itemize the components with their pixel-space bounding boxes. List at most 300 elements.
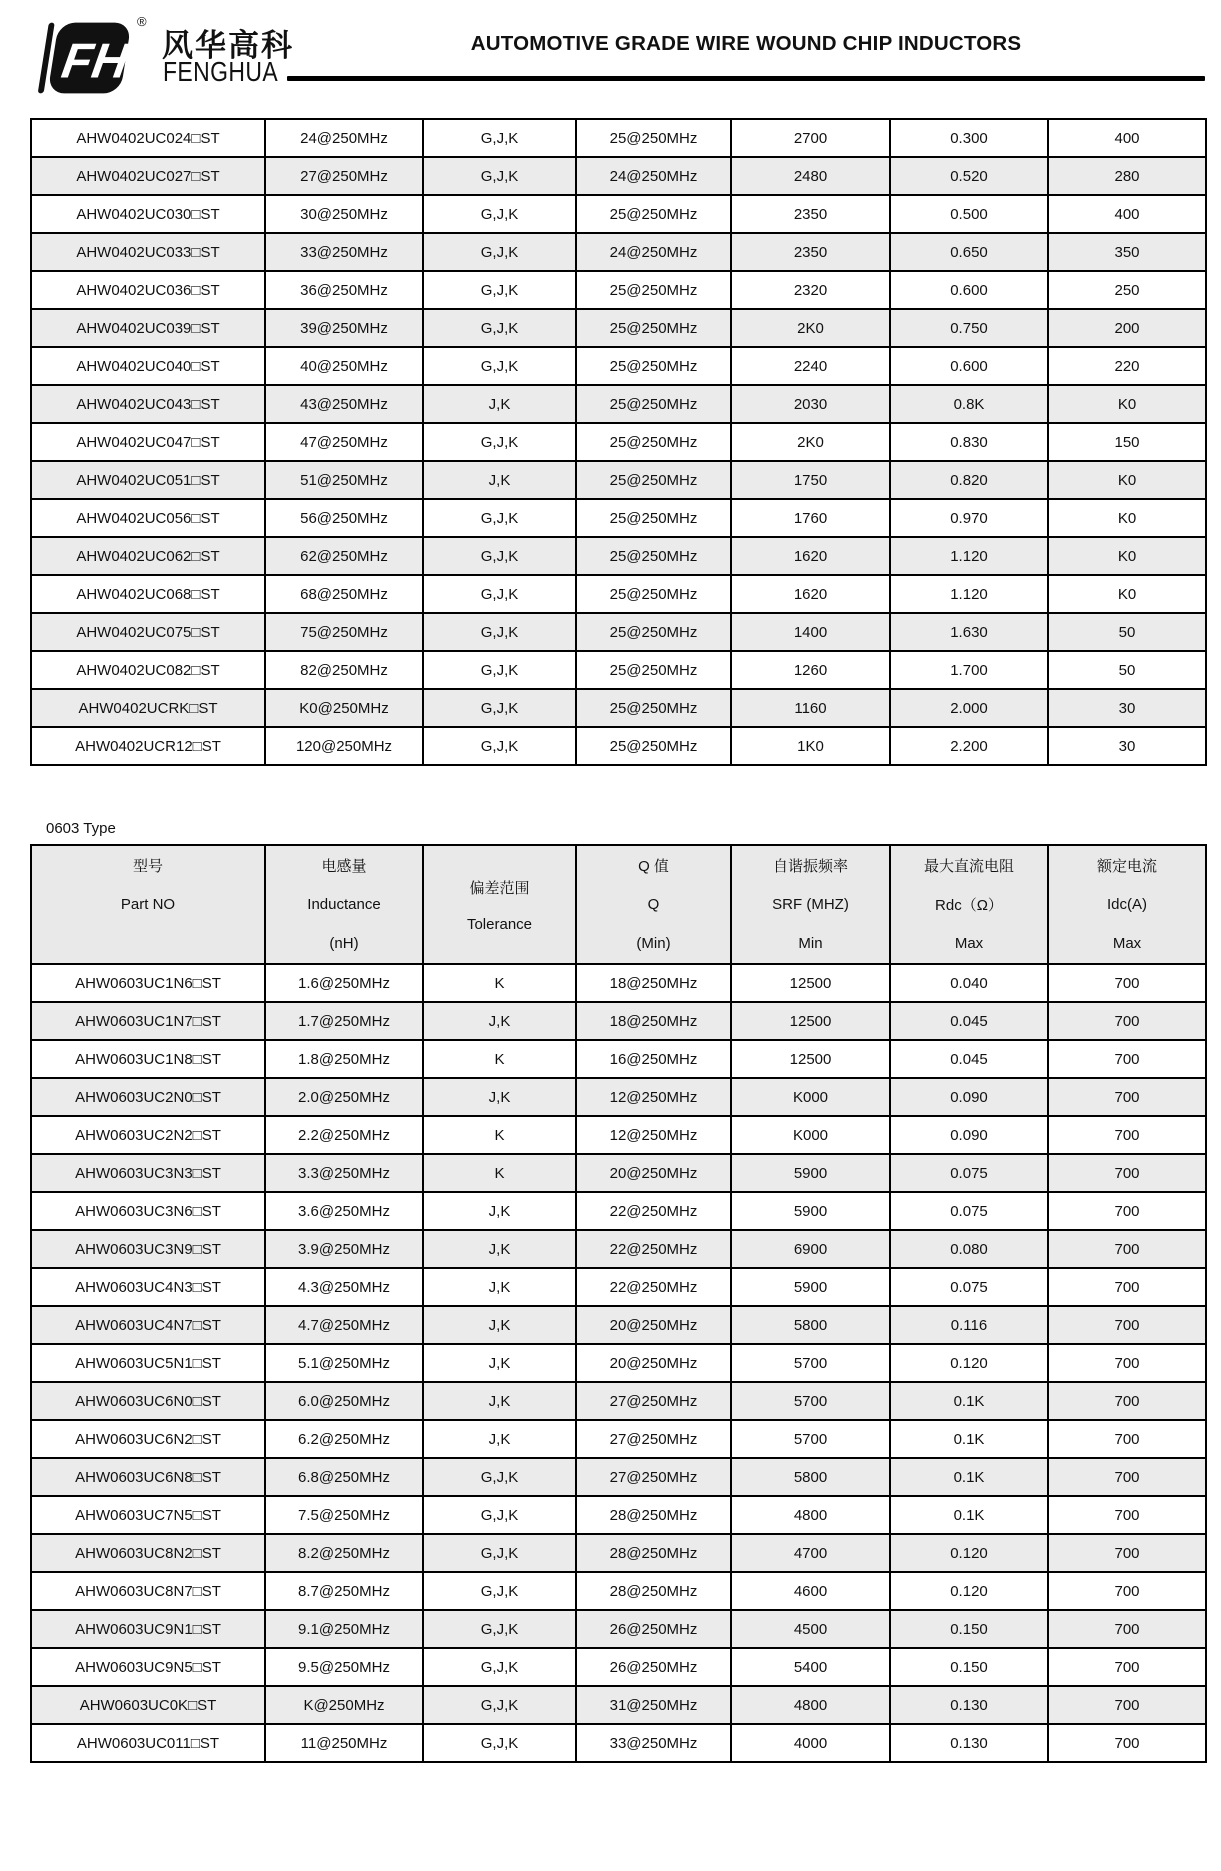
table-cell: 24@250MHz (576, 233, 731, 271)
col-header-tolerance (423, 845, 576, 964)
table-cell: 700 (1048, 1230, 1206, 1268)
title-underline-rule (287, 76, 1205, 81)
table-row (31, 964, 1206, 1002)
table-cell: 1.6@250MHz (265, 964, 423, 1002)
table-cell: 11@250MHz (265, 1724, 423, 1762)
table-cell: 33@250MHz (265, 233, 423, 271)
table-cell: AHW0603UC4N3□ST (31, 1268, 265, 1306)
table-cell: K (423, 1154, 576, 1192)
table-cell: 30 (1048, 689, 1206, 727)
table-cell: 700 (1048, 1610, 1206, 1648)
table-cell: AHW0402UC068□ST (31, 575, 265, 613)
table-row (31, 689, 1206, 727)
col-header-idc (1048, 845, 1206, 964)
col-header-inductance (265, 845, 423, 964)
table-row (31, 1116, 1206, 1154)
header-unit: (Min) (636, 935, 671, 952)
table-cell: AHW0603UC6N0□ST (31, 1382, 265, 1420)
table-row (31, 1154, 1206, 1192)
table-row (31, 119, 1206, 157)
table-cell: 62@250MHz (265, 537, 423, 575)
header-zh: Q 值 (638, 858, 669, 875)
table-row (31, 1078, 1206, 1116)
table-cell: AHW0603UC6N8□ST (31, 1458, 265, 1496)
header-en: Rdc（Ω） (935, 897, 1003, 914)
table-cell: 24@250MHz (265, 119, 423, 157)
table-cell: 56@250MHz (265, 499, 423, 537)
table-cell: AHW0402UC047□ST (31, 423, 265, 461)
table-cell: 0.820 (890, 461, 1048, 499)
table-cell: 12500 (731, 964, 890, 1002)
table-cell: 5.1@250MHz (265, 1344, 423, 1382)
header-en: SRF (MHZ) (772, 896, 849, 913)
table-row (31, 195, 1206, 233)
table-cell: 0.1K (890, 1496, 1048, 1534)
table-cell: 0.090 (890, 1116, 1048, 1154)
table-cell: 0.130 (890, 1686, 1048, 1724)
table-cell: 50 (1048, 613, 1206, 651)
table-cell: 5800 (731, 1306, 890, 1344)
table-cell: 8.2@250MHz (265, 1534, 423, 1572)
table-cell: 0.600 (890, 271, 1048, 309)
table-cell: 25@250MHz (576, 423, 731, 461)
table-cell: 25@250MHz (576, 575, 731, 613)
table-row (31, 1496, 1206, 1534)
table-cell: 25@250MHz (576, 461, 731, 499)
table-cell: 1400 (731, 613, 890, 651)
table-cell: 18@250MHz (576, 1002, 731, 1040)
table-cell: 30 (1048, 727, 1206, 765)
table-cell: 0.300 (890, 119, 1048, 157)
table-cell: J,K (423, 1382, 576, 1420)
col-header-rdc (890, 845, 1048, 964)
table-cell: 25@250MHz (576, 499, 731, 537)
table-cell: 200 (1048, 309, 1206, 347)
table-cell: J,K (423, 385, 576, 423)
table-cell: 39@250MHz (265, 309, 423, 347)
table-cell: AHW0402UC062□ST (31, 537, 265, 575)
table-cell: 5900 (731, 1154, 890, 1192)
table-row (31, 537, 1206, 575)
table-cell: 9.1@250MHz (265, 1610, 423, 1648)
table-cell: 280 (1048, 157, 1206, 195)
table-cell: AHW0402UCR12□ST (31, 727, 265, 765)
table-cell: 25@250MHz (576, 613, 731, 651)
table-cell: 0.045 (890, 1002, 1048, 1040)
table-cell: 2240 (731, 347, 890, 385)
table-cell: 68@250MHz (265, 575, 423, 613)
table-cell: K@250MHz (265, 1686, 423, 1724)
table-cell: 24@250MHz (576, 157, 731, 195)
table-cell: 700 (1048, 1496, 1206, 1534)
table-cell: 5900 (731, 1192, 890, 1230)
table-cell: 51@250MHz (265, 461, 423, 499)
header-zh: 型号 (132, 858, 163, 875)
table-row (31, 651, 1206, 689)
table-cell: 350 (1048, 233, 1206, 271)
table-cell: 700 (1048, 1040, 1206, 1078)
table-cell: 0.045 (890, 1040, 1048, 1078)
table-cell: G,J,K (423, 195, 576, 233)
table-cell: 1160 (731, 689, 890, 727)
logo-english-text: FENGHUA (163, 56, 279, 87)
table-cell: 1.7@250MHz (265, 1002, 423, 1040)
table-cell: 2.200 (890, 727, 1048, 765)
page-title: AUTOMOTIVE GRADE WIRE WOUND CHIP INDUCTORS (470, 32, 1022, 55)
table-cell: 5900 (731, 1268, 890, 1306)
table-cell: 400 (1048, 195, 1206, 233)
section-label-0603: 0603 Type (46, 820, 116, 837)
table-cell: 0.830 (890, 423, 1048, 461)
table-cell: 5700 (731, 1420, 890, 1458)
table-cell: G,J,K (423, 1724, 576, 1762)
table-cell: K0 (1048, 499, 1206, 537)
table-cell: K (423, 1040, 576, 1078)
table-cell: 28@250MHz (576, 1572, 731, 1610)
table-cell: AHW0402UC030□ST (31, 195, 265, 233)
table-cell: 5700 (731, 1382, 890, 1420)
table-row (31, 461, 1206, 499)
table-cell: 28@250MHz (576, 1496, 731, 1534)
table-cell: G,J,K (423, 347, 576, 385)
table-cell: 700 (1048, 1458, 1206, 1496)
table-cell: 27@250MHz (576, 1420, 731, 1458)
table-cell: G,J,K (423, 1610, 576, 1648)
table-cell: G,J,K (423, 271, 576, 309)
table-cell: 31@250MHz (576, 1686, 731, 1724)
table-cell: 20@250MHz (576, 1154, 731, 1192)
table-row (31, 1002, 1206, 1040)
table-row (31, 347, 1206, 385)
table-cell: 25@250MHz (576, 195, 731, 233)
logo-chinese-text: 风华高科 (162, 28, 294, 63)
table-cell: 43@250MHz (265, 385, 423, 423)
table-cell: AHW0603UC9N1□ST (31, 1610, 265, 1648)
table-cell: 700 (1048, 964, 1206, 1002)
table-cell: 0.500 (890, 195, 1048, 233)
table-row (31, 1344, 1206, 1382)
table-cell: J,K (423, 1420, 576, 1458)
table-cell: 25@250MHz (576, 309, 731, 347)
header-en: Tolerance (466, 915, 533, 933)
table-cell: 7.5@250MHz (265, 1496, 423, 1534)
table-cell: 250 (1048, 271, 1206, 309)
table-cell: 5800 (731, 1458, 890, 1496)
table-cell: 26@250MHz (576, 1610, 731, 1648)
table-cell: 4800 (731, 1686, 890, 1724)
table-cell: 120@250MHz (265, 727, 423, 765)
table-cell: 30@250MHz (265, 195, 423, 233)
table-cell: AHW0603UC3N9□ST (31, 1230, 265, 1268)
header-en: Part NO (120, 896, 176, 913)
table-cell: 2030 (731, 385, 890, 423)
table-row (31, 1306, 1206, 1344)
table-cell: K0@250MHz (265, 689, 423, 727)
header-zh: 偏差范围 (469, 879, 530, 897)
table-cell: 5700 (731, 1344, 890, 1382)
table-cell: G,J,K (423, 727, 576, 765)
table-cell: 4800 (731, 1496, 890, 1534)
table-cell: 0.150 (890, 1610, 1048, 1648)
table-cell: 0.8K (890, 385, 1048, 423)
table-cell: AHW0402UC024□ST (31, 119, 265, 157)
table-row (31, 157, 1206, 195)
logo-monogram: FH (58, 33, 133, 89)
table-cell: 700 (1048, 1572, 1206, 1610)
table-cell: AHW0603UC8N7□ST (31, 1572, 265, 1610)
table-cell: AHW0402UC036□ST (31, 271, 265, 309)
registered-trademark-symbol: ® (137, 14, 147, 29)
table-cell: 2700 (731, 119, 890, 157)
table-cell: AHW0603UC1N6□ST (31, 964, 265, 1002)
table-cell: 0.600 (890, 347, 1048, 385)
table-cell: 3.9@250MHz (265, 1230, 423, 1268)
table-cell: G,J,K (423, 1648, 576, 1686)
table-cell: 0.090 (890, 1078, 1048, 1116)
table-row (31, 271, 1206, 309)
table-cell: 40@250MHz (265, 347, 423, 385)
table-cell: 700 (1048, 1686, 1206, 1724)
table-cell: G,J,K (423, 651, 576, 689)
table-cell: G,J,K (423, 1572, 576, 1610)
table-cell: AHW0402UC043□ST (31, 385, 265, 423)
table-cell: 3.3@250MHz (265, 1154, 423, 1192)
table-cell: AHW0603UC6N2□ST (31, 1420, 265, 1458)
table-cell: K000 (731, 1078, 890, 1116)
table-cell: 22@250MHz (576, 1230, 731, 1268)
table-cell: 4.3@250MHz (265, 1268, 423, 1306)
table-0603-body (31, 964, 1206, 1762)
table-cell: J,K (423, 1078, 576, 1116)
table-cell: G,J,K (423, 613, 576, 651)
table-cell: AHW0603UC0K□ST (31, 1686, 265, 1724)
table-cell: 0.120 (890, 1572, 1048, 1610)
table-cell: 0.1K (890, 1382, 1048, 1420)
table-cell: 0.116 (890, 1306, 1048, 1344)
table-cell: 27@250MHz (576, 1382, 731, 1420)
fenghua-logo-icon (20, 18, 138, 98)
table-cell: 47@250MHz (265, 423, 423, 461)
table-row (31, 499, 1206, 537)
table-cell: AHW0603UC2N0□ST (31, 1078, 265, 1116)
table-cell: 12500 (731, 1002, 890, 1040)
table-cell: 700 (1048, 1116, 1206, 1154)
table-cell: AHW0603UC3N3□ST (31, 1154, 265, 1192)
header-en: Q (647, 896, 660, 913)
table-cell: 2K0 (731, 423, 890, 461)
table-cell: 0.080 (890, 1230, 1048, 1268)
table-cell: AHW0402UC051□ST (31, 461, 265, 499)
table-cell: 2.2@250MHz (265, 1116, 423, 1154)
table-cell: 2350 (731, 233, 890, 271)
table-cell: K0 (1048, 575, 1206, 613)
table-cell: 700 (1048, 1268, 1206, 1306)
table-cell: 27@250MHz (265, 157, 423, 195)
col-header-srf (731, 845, 890, 964)
table-row (31, 1040, 1206, 1078)
table-0402-body (31, 119, 1206, 765)
table-cell: G,J,K (423, 1686, 576, 1724)
table-cell: 0.075 (890, 1154, 1048, 1192)
table-cell: AHW0402UC039□ST (31, 309, 265, 347)
table-cell: 8.7@250MHz (265, 1572, 423, 1610)
table-0402-section (0, 118, 1221, 766)
page-header (0, 0, 1221, 118)
header-zh: 电感量 (321, 858, 367, 875)
table-cell: 25@250MHz (576, 651, 731, 689)
table-cell: AHW0603UC5N1□ST (31, 1344, 265, 1382)
table-cell: 700 (1048, 1534, 1206, 1572)
table-cell: 4700 (731, 1534, 890, 1572)
table-cell: AHW0402UC027□ST (31, 157, 265, 195)
table-cell: 6.8@250MHz (265, 1458, 423, 1496)
table-row (31, 1686, 1206, 1724)
table-cell: 700 (1048, 1724, 1206, 1762)
table-cell: K (423, 1116, 576, 1154)
table-cell: 1.120 (890, 537, 1048, 575)
table-cell: AHW0402UC056□ST (31, 499, 265, 537)
table-cell: 4.7@250MHz (265, 1306, 423, 1344)
table-cell: 20@250MHz (576, 1306, 731, 1344)
table-row (31, 1534, 1206, 1572)
header-unit: Max (954, 935, 984, 952)
table-cell: K (423, 964, 576, 1002)
table-cell: 50 (1048, 651, 1206, 689)
table-cell: G,J,K (423, 537, 576, 575)
table-cell: 25@250MHz (576, 385, 731, 423)
table-cell: 33@250MHz (576, 1724, 731, 1762)
table-cell: 0.130 (890, 1724, 1048, 1762)
table-cell: 12@250MHz (576, 1078, 731, 1116)
table-cell: 1620 (731, 575, 890, 613)
table-cell: G,J,K (423, 233, 576, 271)
table-cell: 25@250MHz (576, 537, 731, 575)
table-row (31, 385, 1206, 423)
table-cell: 1.120 (890, 575, 1048, 613)
table-cell: 0.520 (890, 157, 1048, 195)
table-cell: 12@250MHz (576, 1116, 731, 1154)
table-row (31, 1420, 1206, 1458)
table-cell: 1.700 (890, 651, 1048, 689)
table-cell: 16@250MHz (576, 1040, 731, 1078)
table-cell: 6900 (731, 1230, 890, 1268)
table-cell: 6.2@250MHz (265, 1420, 423, 1458)
table-row (31, 423, 1206, 461)
table-row (31, 1724, 1206, 1762)
table-cell: AHW0603UC8N2□ST (31, 1534, 265, 1572)
table-cell: 700 (1048, 1154, 1206, 1192)
table-cell: 1.8@250MHz (265, 1040, 423, 1078)
table-cell: 12500 (731, 1040, 890, 1078)
table-cell: G,J,K (423, 309, 576, 347)
table-cell: AHW0603UC2N2□ST (31, 1116, 265, 1154)
table-cell: G,J,K (423, 689, 576, 727)
table-cell: 6.0@250MHz (265, 1382, 423, 1420)
table-cell: AHW0402UC033□ST (31, 233, 265, 271)
table-cell: 400 (1048, 119, 1206, 157)
table-cell: 82@250MHz (265, 651, 423, 689)
table-cell: 1260 (731, 651, 890, 689)
table-row (31, 1382, 1206, 1420)
table-cell: 0.1K (890, 1458, 1048, 1496)
header-unit: Min (798, 935, 823, 952)
table-row (31, 1230, 1206, 1268)
header-zh: 额定电流 (1096, 858, 1157, 875)
table-row (31, 1648, 1206, 1686)
table-cell: AHW0402UC082□ST (31, 651, 265, 689)
table-cell: 0.750 (890, 309, 1048, 347)
table-row (31, 1610, 1206, 1648)
table-cell: AHW0603UC1N7□ST (31, 1002, 265, 1040)
table-cell: 1760 (731, 499, 890, 537)
table-cell: 700 (1048, 1420, 1206, 1458)
table-cell: 0.120 (890, 1534, 1048, 1572)
table-cell: 1K0 (731, 727, 890, 765)
table-cell: G,J,K (423, 157, 576, 195)
table-cell: 1750 (731, 461, 890, 499)
table-cell: 4500 (731, 1610, 890, 1648)
table-row (31, 1572, 1206, 1610)
table-cell: 0.075 (890, 1192, 1048, 1230)
table-cell: AHW0603UC4N7□ST (31, 1306, 265, 1344)
table-cell: J,K (423, 1230, 576, 1268)
table-row (31, 613, 1206, 651)
table-cell: 25@250MHz (576, 347, 731, 385)
table-cell: 150 (1048, 423, 1206, 461)
table-cell: 22@250MHz (576, 1268, 731, 1306)
table-cell: 220 (1048, 347, 1206, 385)
table-cell: G,J,K (423, 499, 576, 537)
table-cell: AHW0402UC040□ST (31, 347, 265, 385)
table-cell: 25@250MHz (576, 119, 731, 157)
table-0402 (30, 118, 1207, 766)
table-cell: G,J,K (423, 1458, 576, 1496)
table-cell: 700 (1048, 1002, 1206, 1040)
table-cell: 0.120 (890, 1344, 1048, 1382)
table-0603 (30, 844, 1207, 1763)
table-cell: J,K (423, 1192, 576, 1230)
table-cell: 75@250MHz (265, 613, 423, 651)
table-cell: G,J,K (423, 119, 576, 157)
table-cell: K0 (1048, 461, 1206, 499)
table-cell: 700 (1048, 1382, 1206, 1420)
table-cell: 3.6@250MHz (265, 1192, 423, 1230)
table-cell: J,K (423, 1002, 576, 1040)
table-row (31, 309, 1206, 347)
header-zh: 自谐振频率 (772, 858, 848, 875)
table-cell: 4600 (731, 1572, 890, 1610)
col-header-q (576, 845, 731, 964)
header-unit: (nH) (329, 935, 359, 952)
table-cell: K0 (1048, 537, 1206, 575)
table-cell: J,K (423, 1268, 576, 1306)
table-cell: 2350 (731, 195, 890, 233)
table-cell: 2K0 (731, 309, 890, 347)
table-cell: 26@250MHz (576, 1648, 731, 1686)
table-row (31, 1192, 1206, 1230)
table-cell: 20@250MHz (576, 1344, 731, 1382)
table-cell: 2480 (731, 157, 890, 195)
header-row (31, 845, 1206, 964)
table-cell: AHW0603UC011□ST (31, 1724, 265, 1762)
table-row (31, 233, 1206, 271)
table-cell: AHW0603UC7N5□ST (31, 1496, 265, 1534)
table-cell: 5400 (731, 1648, 890, 1686)
table-cell: 700 (1048, 1344, 1206, 1382)
table-cell: 0.075 (890, 1268, 1048, 1306)
table-cell: 0.970 (890, 499, 1048, 537)
table-cell: 4000 (731, 1724, 890, 1762)
